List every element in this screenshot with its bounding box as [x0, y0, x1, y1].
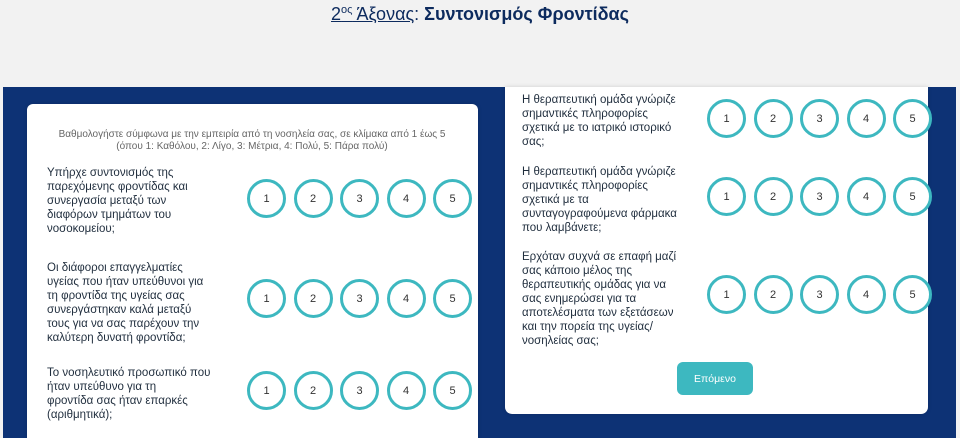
rating-option-1[interactable]: 1 — [707, 177, 746, 216]
rating-option-4[interactable]: 4 — [847, 177, 886, 216]
rating-group-team-contact — [707, 275, 932, 314]
rating-option-5[interactable]: 5 — [433, 179, 472, 218]
rating-option-4[interactable]: 4 — [387, 371, 426, 410]
rating-option-2[interactable]: 2 — [754, 275, 793, 314]
page-title — [0, 4, 960, 25]
rating-option-3[interactable]: 3 — [340, 371, 379, 410]
title-separator: : — [414, 4, 425, 24]
rating-option-5[interactable]: 5 — [433, 279, 472, 318]
rating-option-3[interactable]: 3 — [800, 99, 839, 138]
rating-option-4[interactable]: 4 — [847, 275, 886, 314]
rating-option-2[interactable]: 2 — [294, 179, 333, 218]
rating-option-5[interactable]: 5 — [893, 99, 932, 138]
rating-option-4[interactable]: 4 — [847, 99, 886, 138]
rating-group-professionals-cooperation — [247, 279, 472, 318]
rating-option-1[interactable]: 1 — [247, 371, 286, 410]
rating-option-3[interactable]: 3 — [800, 275, 839, 314]
rating-group-medications — [707, 177, 932, 216]
rating-option-1[interactable]: 1 — [247, 279, 286, 318]
question-nursing-staff: Το νοσηλευτικό προσωπικό που ήταν υπεύθυνο για τη φροντίδα σας ήταν επαρκές (αριθμητικά); — [47, 367, 211, 421]
rating-option-5[interactable]: 5 — [433, 371, 472, 410]
rating-group-medical-history — [707, 99, 932, 138]
rating-instructions — [30, 129, 474, 153]
rating-option-2[interactable]: 2 — [294, 279, 333, 318]
rating-option-1[interactable]: 1 — [707, 99, 746, 138]
rating-option-4[interactable]: 4 — [387, 279, 426, 318]
rating-option-3[interactable]: 3 — [340, 279, 379, 318]
rating-option-5[interactable]: 5 — [893, 177, 932, 216]
rating-option-1[interactable]: 1 — [247, 179, 286, 218]
axis-number: $2^{o\varsigma}$ Άξονας — [331, 4, 415, 24]
rating-group-coordination — [247, 179, 472, 218]
rating-group-nursing-staff — [247, 371, 472, 410]
rating-option-2[interactable]: 2 — [294, 371, 333, 410]
axis-title: Συντονισμός Φροντίδας — [424, 4, 629, 24]
rating-option-1[interactable]: 1 — [707, 275, 746, 314]
rating-option-2[interactable]: 2 — [754, 99, 793, 138]
rating-option-3[interactable]: 3 — [340, 179, 379, 218]
question-medical-history: Η θεραπευτική ομάδα γνώριζε σημαντικές πληροφορίες σχετικά με το ιατρικό ιστορικό σας; — [522, 94, 676, 148]
rating-option-3[interactable]: 3 — [800, 177, 839, 216]
instructions-line-1: Βαθμολογήστε σύμφωνα με την εμπειρία από τη νοσηλεία σας, σε κλίμακα από 1 έως 5 — [58, 129, 446, 140]
rating-option-5[interactable]: 5 — [893, 275, 932, 314]
question-professionals-cooperation: Οι διάφοροι επαγγελματίες υγείας που ήταν υπεύθυνοι για τη φροντίδα της υγείας σας συνεργάστηκαν καλά μεταξύ τους για να σας παρέχουν την καλύτερη δυνατή φροντίδα; — [47, 262, 204, 344]
question-medications: Η θεραπευτική ομάδα γνώριζε σημαντικές πληροφορίες σχετικά με τα συνταγογραφούμενα φάρμακα που λαμβάνετε; — [522, 166, 677, 234]
question-team-contact: Ερχόταν συχνά σε επαφή μαζί σας κάποιο μέλος της θεραπευτικής ομάδας για να σας ενημερώσει για τα αποτελέσματα των εξετάσεων και την πορεία της υγείας/ νοσηλείας σας; — [522, 251, 677, 347]
rating-option-2[interactable]: 2 — [754, 177, 793, 216]
instructions-line-2: (όπου 1: Καθόλου, 2: Λίγο, 3: Μέτρια, 4: Πολύ, 5: Πάρα πολύ) — [116, 141, 388, 152]
next-button[interactable]: Επόμενο — [677, 362, 753, 395]
question-coordination: Υπήρχε συντονισμός της παρεχόμενης φροντίδας και συνεργασία μεταξύ των διαφόρων τμημάτων του νοσοκομείου; — [47, 167, 188, 235]
rating-option-4[interactable]: 4 — [387, 179, 426, 218]
